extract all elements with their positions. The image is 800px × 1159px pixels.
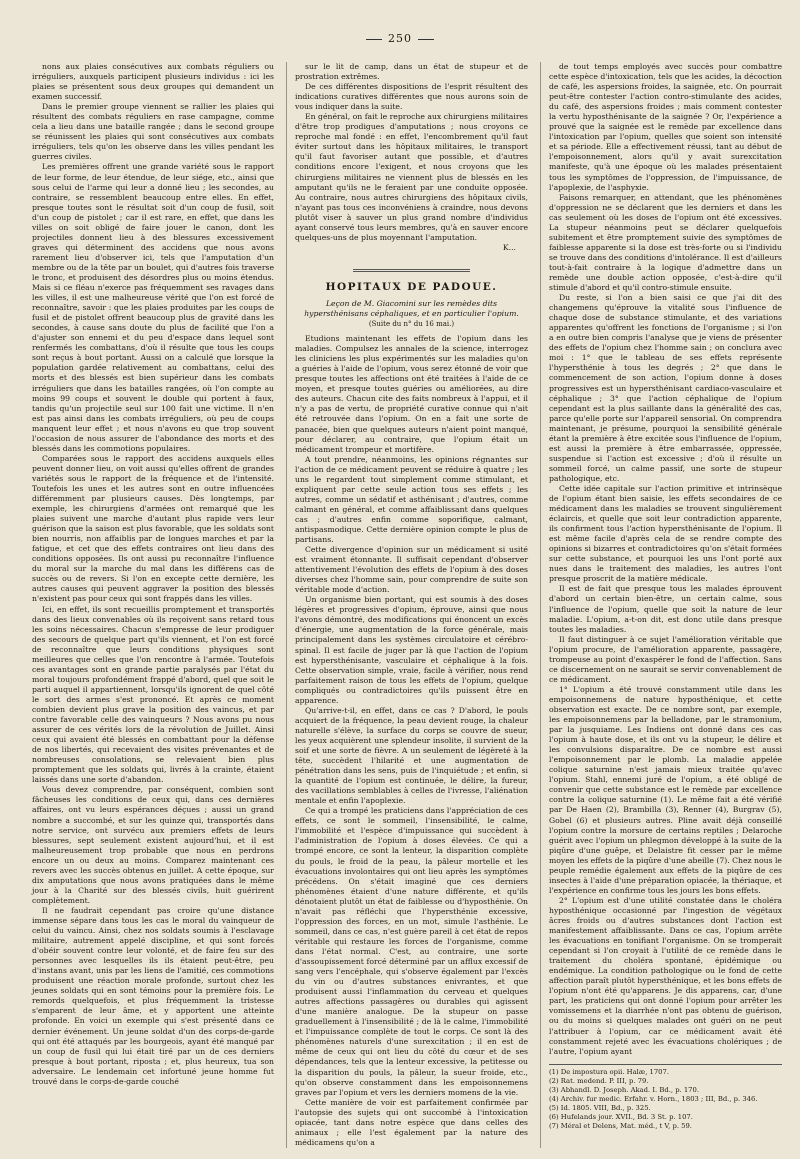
signature: K... <box>502 242 516 252</box>
footnote: (5) Id. 1805. VIII, Bd., p. 325. <box>549 1103 651 1112</box>
column-1 <box>32 62 274 1148</box>
paragraph: Dans le premier groupe viennent se rallier les plaies qui résultent des combats réguliers en rase campagne, comme cela a lieu dans une bataille rangée ; dans le second groupe se réunissent les plaies qui sont consécutives aux combats irréguliers, tels qu'on les observe dans les villes pendant les guerres civiles. <box>32 102 274 162</box>
paragraph: nons aux plaies consécutives aux combats réguliers ou irréguliers, auxquels participent plusieurs individus : ici les plaies se présentent sous deux groupes qui demandent un examen successif. <box>32 62 274 102</box>
paragraph: A tout prendre, néanmoins, les opinions régnantes sur l'action de ce médicament peuvent se réduire à quatre ; les uns le regardent tout simplement comme stimulant, et expliquent par cette seule action tous ses effets ; les autres, comme un sédatif et asthénisant ; d'autres, comme calmant en général, et comme affaiblissant dans quelques cas ; d'autres enfin comme soporifique, calmant, antispasmodique. Cette dernière opinion compte le plus de partisans. <box>295 454 528 545</box>
paragraph: Comparées sous le rapport des accidens auxquels elles peuvent donner lieu, on voit aussi qu'elles offrent de grandes variétés sous le rapport de la fréquence et de l'intensité. Toutefois les unes et les autres sont en outre influencées différemment par plusieurs causes. Dès longtemps, par exemple, les chirurgiens d'armées ont remarqué que les plaies suivent une marche d'autant plus rapide vers leur guérison que la saison est plus favorable, que les soldats sont bien nourris, non affaiblis par de longues marches et par la fatigue, et cet que des effets contraires ont lieu dans des conditions opposées. Ils ont aussi pu reconnaître l'influence du moral sur la marche du mal dans les différens cas de succès ou de revers. Si l'on en excepte cette dernière, les autres causes qui peuvent aggraver la position des blessés n'existent pas pour ceux qui sont frappés dans les villes. <box>32 453 274 604</box>
paragraph: En général, on fait le reproche aux chirurgiens militaires d'être trop prodigues d'amputations ; nous croyons ce reproche mal fondé : en effet, l'encombrement qu'il faut éviter surtout dans les hôpitaux militaires, le transport qu'il faut favoriser autant que possible, et d'autres conditions encore l'exigent, et nous croyons que les chirurgiens militaires ne viennent plus de blessés en les amputant qu'ils ne le feraient par une conduite opposée. Au contraire, nous autres chirurgiens des hôpitaux civils, n'ayant pas tous ces inconvéniens à craindre, nous devons plutôt viser à sauver un plus grand nombre d'individus ayant conservé tous leurs membres, qu'à en sauver encore quelques-uns de plus moyennant l'amputation. <box>295 112 528 242</box>
paragraph: 2° L'opium est d'une utilité constatée dans le choléra hyposthénique occasionné par l'ingestion de végétaux âcres froids ou d'autres substances dont l'action est manifestement affaiblissante. Dans ce cas, l'opium arrête les évacuations en tonifiant l'organisme. On se tromperait cependant si l'on croyait à l'utilité de ce remède dans le traitement du choléra spontané, épidémique ou endémique. La condition pathologique ou le fond de cette affection paraît plutôt hypersthénique, et les bons effets de l'opium n'ont été qu'apparens. Je dis apparens, car, d'une part, les praticiens qui ont donné l'opium pour arrêter les vomissemens et la diarrhée n'ont pas obtenu de guérison, ou du moins si quelques malades ont guéri on ne peut l'attribuer à l'opium, car ce médicament avait été constamment rejeté avec les évacuations cholériques ; de l'autre, l'opium ayant <box>549 895 782 1056</box>
paragraph: Vous devez comprendre, par conséquent, combien sont fâcheuses les conditions de ceux qui, dans ces dernières affaires, ont vu leurs espérances déçues ; aussi un grand nombre a succombé, et sur les quinze qui, transportés dans notre service, ont survécu aux premiers effets de leurs blessures, sept seulement existent aujourd'hui, et il est malheureusement trop probable que nous en perdrons encore un ou deux au moins. Comparez maintenant ces revers avec les succès obtenus en juillet. A cette époque, sur dix amputations que nous avons pratiquées dans le même jour à la Charité sur des blessés civils, huit guérirent complètement. <box>32 785 274 905</box>
paragraph: sur le lit de camp, dans un état de stupeur et de prostration extrêmes. <box>295 62 528 82</box>
paragraph: 1° L'opium a été trouvé constamment utile dans les empoisonnemens de nature hyposthénique, et cette observation est exacte. De ce nombre sont, par exemple, les empoisonnemens par la belladone, par le stramonium, par la jusquiame. Les Indiens ont donné dans ces cas l'opium à haute dose, et ils ont vu la stupeur, le délire et les convulsions disparaître. De ce nombre est aussi l'empoisonnement par le plomb. La maladie appelée colique saturnine n'est jamais mieux traitée qu'avec l'opium. Stahl, ennemi juré de l'opium, a été obligé de convenir que cette substance est le remède par excellence contre la colique saturnine (1). Le même fait a été vérifié par De Haen (2), Brambilla (3), Renner (4), Burgrav (5), Gobel (6) et plusieurs autres. Pline avait déjà conseillé l'opium contre la morsure de certains reptiles ; Delaroche guérit avec l'opium un phlegmon développé à la suite de la piqûre d'une guêpe, et Delaistre fit cesser par le même moyen les effets de la piqûre d'une abeille (7). Chez nous le peuple remédie également aux effets de la piqûre de ces insectes à l'aide d'une préparation opiacée, la thériaque, et l'expérience en confirme tous les jours les bons effets. <box>549 684 782 895</box>
column-2 <box>286 62 528 1148</box>
paragraph: Il ne faudrait cependant pas croire qu'une distance immense sépare dans tous les cas le moral du vainqueur de celui du vaincu. Ainsi, chez nos soldats soumis à l'esclavage militaire, autrement appelé discipline, et qui sont forcés d'obéir souvent contre leur volonté, et de faire feu sur des personnes avec lesquelles ils ils étaient peut-être, peu d'instans avant, unis par les liens de l'amitié, ces commotions produisent une réaction morale profonde, surtout chez les jeunes soldats qui en sont témoins pour la première fois. Le remords quelquefois, et plus fréquemment la tristesse s'emparent de leur âme, et y apportent une atteinte profonde. En voici un exemple qui s'est présenté dans ce dernier événement. Un jeune soldat d'un des corps-de-garde qui ont été attaqués par les bourgeois, ayant été manqué par un coup de fusil qui lui était tiré par un de ces derniers presque à bout portant, riposta ; et, plus heureux, tua son adversaire. Le lendemain cet infortuné jeune homme fut trouvé dans le corps-de-garde couché <box>32 905 274 1086</box>
paragraph: Du reste, si l'on a bien saisi ce que j'ai dit des changemens qu'éprouve la vitalité sous l'influence de chaque dose de substance stimulante, et des variations apparentes qu'offrent les fonctions de l'organisme ; si l'on a en outre bien compris l'analyse que je viens de présenter des effets de l'opium chez l'homme sain ; on conclura avec moi : 1° que le tableau de ses effets représente l'hypersthénie à tous les degrés ; 2° que dans le commencement de son action, l'opium donne à doses progressives est un hypersthénisant cardiaco-vasculaire et céphalique ; 3° que l'action céphalique de l'opium cependant est la plus saillante dans la généralité des cas, parce qu'elle porte sur l'appareil sensorial. On comprendra maintenant, je présume, pourquoi la sensibilité générale étant la première à être excitée sous l'influence de l'opium, est aussi la première à être embarrassée, oppressée, suspendue si l'action est excessive ; d'où il résulte un sommeil forcé, un calme passif, une sorte de stupeur pathologique, etc. <box>549 293 782 483</box>
section-divider <box>353 269 470 272</box>
continuation-note: (Suite du n° du 16 mai.) <box>368 320 455 329</box>
footnotes <box>549 1064 782 1131</box>
footnote: (2) Rat. medend. P. III, p. 79. <box>549 1076 649 1085</box>
footnote: (3) Abhandl. D. Joseph. Akad. I. Bd., p. 170. <box>549 1085 699 1094</box>
paragraph: de tout temps employés avec succès pour combattre cette espèce d'intoxication, tels que les acides, la décoction de café, les aspersions froides, la saignée, etc. On pourrait peut-être contester l'action contro-stimulante des acides, du café, des aspersions froides ; mais comment contester la vertu hyposthénisante de la saignée ? Or, l'expérience a prouvé que la saignée est le remède par excellence dans l'intoxication par l'opium, quelles que soient son intensité et sa période. Elle a effectivement réussi, tant au début de l'empoisonnement, alors qu'il y avait surexcitation manifeste, qu'à une époque où les malades présentaient tous les symptômes de l'oppression, de l'impuissance, de l'apoplexie, de l'asphyxie. <box>549 62 782 192</box>
page-number: 250 <box>0 32 800 45</box>
paragraph: Les premières offrent une grande variété sous le rapport de leur forme, de leur étendue, de leur siége, etc., ainsi que sous celui de l'arme qui leur a donné lieu ; les secondes, au contraire, se ressemblent beaucoup entre elles. En effet, presque toutes sont le résultat soit d'un coup de fusil, soit d'un coup de pistolet ; car il est rare, en effet, que dans les villes on soit obligé de faire jouer le canon, dont les projectiles donnent lieu à des blessures excessivement graves qui déterminent des accidens que nous avons rarement lieu d'observer ici, tels que l'amputation d'un membre ou de la tête par un boulet, qui d'autres fois traverse le tronc, et produisent des désordres plus ou moins étendus. Mais si ce fléau n'exerce pas fréquemment ses ravages dans les villes, il est une malheureuse vérité que l'on est forcé de reconnaître, savoir : que les plaies produites par les coups de fusil et de pistolet offrent beaucoup plus de gravité dans les secondes, à cause sans doute du plus de facilité que l'on a d'ajuster son ennemi et du peu d'espace dans lequel sont renfermés les combattans, d'où il résulte que tous les coups sont reçus à bout portant. Aussi on a calculé que lorsque la population gardée relativement au combattans, celui des morts et des blessés est bien supérieur dans les combats irréguliers que dans les batailles rangées, où l'on compte au moins 99 coups et souvent le double qui portent à faux, tandis qu'un projectile seul sur 100 fait une victime. Il n'en est pas ainsi dans les combats irréguliers, où peu de coups manquent leur effet ; et nous n'avons eu que trop souvent l'occasion de nous assurer de l'abondance des morts et des blessés dans les commotions populaires. <box>32 162 274 453</box>
footnote: (7) Méral et Delens, Mat. méd., t V, p. 59. <box>549 1121 692 1130</box>
section-title: HOPITAUX DE PADOUE. <box>325 280 498 293</box>
paragraph: Ici, en effet, ils sont recueillis promptement et transportés dans des lieux convenables où ils reçoivent sans retard tous les soins nécessaires. Chacun s'empresse de leur prodiguer des secours de quelque part qu'ils viennent, et l'on est forcé de reconnaître que leurs conditions physiques sont meilleures que celles que l'on rencontre à l'armée. Toutefois ces avantages sont en grande partie paralysés par l'état du moral toujours profondément frappé d'abord, quel que soit le parti auquel il appartiennent, lorsqu'ils ignorent de quel côté le sort des armes s'est prononcé. Et après ce moment combien devient plus grave la position des vaincus, et par contre favorable celle des vainqueurs ? Nous avons pu nous assurer de ces vérités lors de la révolution de Juillet. Ainsi ceux qui avaient été blessés en combattant pour la défense de nos libertés, qui recevaient des visites prévenantes et de nombreuses consolations, se relevaient bien plus promptement que les soldats qui, livrés à la crainte, étaient laissés dans une sorte d'abandon. <box>32 604 274 785</box>
lecture-title: Leçon de M. Giacomini sur les remèdes dits hypersthénisans céphaliques, et en particulier l'opium. <box>304 298 519 318</box>
paragraph: Qu'arrive-t-il, en effet, dans ce cas ? D'abord, le pouls acquiert de la fréquence, la peau devient rouge, la chaleur naturelle s'élève, la surface du corps se couvre de sueur, les yeux acquièrent une splendeur insolite, il survient de la soif et une sorte de fièvre. A un seulement de légèreté à la tête, succèdent l'hilarité et une augmentation de pénétration dans les sens, puis de l'inquiétude ; et enfin, si la quantité de l'opium est continuée, le délire, la fureur, des vacillations semblables à celles de l'ivresse, l'aliénation mentale et enfin l'apoplexie. <box>295 705 528 806</box>
paragraph: De ces différentes dispositions de l'esprit résultent des indications curatives différentes que nous aurons soin de vous indiquer dans la suite. <box>295 82 528 112</box>
paragraph: Cette manière de voir est parfaitement confirmée par l'autopsie des sujets qui ont succombé à l'intoxication opiacée, tant dans notre espèce que dans celles des animaux ; elle l'est également par la nature des médicamens qu'on a <box>295 1097 528 1147</box>
footnote: (6) Hufelands jour. XVII., Bd. 3 St. p. 107. <box>549 1112 693 1121</box>
columns <box>32 62 782 1147</box>
paragraph: Il est de fait que presque tous les malades éprouvent d'abord un certain bien-être, un certain calme, sous l'influence de l'opium, quelle que soit la nature de leur maladie. L'opium, a-t-on dit, est donc utile dans presque toutes les maladies. <box>549 584 782 634</box>
paragraph: Etudions maintenant les effets de l'opium dans les maladies. Compulsez les annales de la science, interrogez les cliniciens les plus expérimentés sur les maladies qu'on a guéries à l'aide de l'opium, vous serez étonné de voir que presque toutes les affections ont été traitées à l'aide de ce moyen, et presque toutes guéries ou améliorées, au dire des auteurs. Chacun cite des faits nombreux à l'appui, et il n'y a pas de vertu, de propriété curative connue qui n'ait été retrouvée dans l'opium. On en a fait une sorte de panacée, bien que quelques auteurs n'aient point manqué, pour déclarer, au contraire, que l'opium était un médicament trompeur et mortifère. <box>295 334 528 454</box>
paragraph: Faisons remarquer, en attendant, que les phénomènes d'oppression ne se déclarent que les derniers et dans les cas seulement où les doses de l'opium ont été excessives. La stupeur néanmoins peut se déclarer quelquefois subitement et être promptement suivie des symptômes de faiblesse apparente si la dose est très-forte ou si l'individu se trouve dans des conditions d'intolérance. Il est d'ailleurs tout-à-fait contraire à la logique d'admettre dans un remède une double action opposée, c'est-à-dire qu'il stimule d'abord et qu'il contro-stimule ensuite. <box>549 192 782 293</box>
paragraph: Cette idée capitale sur l'action primitive et intrinsèque de l'opium étant bien saisie, les effets secondaires de ce médicament dans les maladies se trouvent singulièrement éclaircis, et quelle que soit leur contradiction apparente, ils confirment tous l'action hypersthénisante de l'opium. Il est même facile d'après cela de se rendre compte des opinions si bizarres et contradictoires qu'on s'était formées sur cette substance, et pourquoi les uns l'ont porté aux nues dans le traitement des maladies, les autres l'ont presque proscrit de la matière médicale. <box>549 483 782 584</box>
column-3 <box>540 62 782 1148</box>
footnote: (1) De impostura opii. Halæ, 1707. <box>549 1067 669 1076</box>
paragraph: Cette divergence d'opinion sur un médicament si usité est vraiment étonnante. Il suffisait cependant d'observer attentivement l'évolution des effets de l'opium à des doses diverses chez l'homme sain, pour comprendre de suite son véritable mode d'action. <box>295 545 528 595</box>
paragraph: Un organisme bien portant, qui est soumis à des doses légères et progressives d'opium, éprouve, ainsi que nous l'avons démontré, des modifications qui énoncent un excès d'énergie, une augmentation de la force générale, mais principalement dans les systèmes circulatoire et cérébro-spinal. Il est facile de juger par là que l'action de l'opium est hypersthénisante, vasculaire et céphalique à la fois. Cette observation simple, vraie, facile à vérifier, nous rend parfaitement raison de tous les effets de l'opium, quelque compliqués ou contradictoires qu'ils puissent être en apparence. <box>295 595 528 705</box>
footnote: (4) Archiv. fur medic. Erfahr. v. Horn., 1803 ; III, Bd., p. 346. <box>549 1094 758 1103</box>
paragraph: Ce qui a trompé les praticiens dans l'appréciation de ces effets, ce sont le sommeil, l'insensibilité, le calme, l'immobilité et l'espèce d'impuissance qui succèdent à l'administration de l'opium à doses élevées. Ce qui a trompé encore, ce sont la lenteur, la disparition complète du pouls, le froid de la peau, la pâleur mortelle et les évacuations involontaires qui ont lieu après les symptômes précédens. On s'était imaginé que ces derniers phénomènes étaient d'une nature différente, et qu'ils dénotaient plutôt un état de faiblesse ou d'hyposthénie. On n'avait pas réfléchi que l'hypersthénie excessive, l'oppression des forces, en un mot, simule l'asthénie. Le sommeil, dans ce cas, n'est guère pareil à cet état de repos véritable qui restaure les forces de l'organisme, comme dans l'état normal. C'est, au contraire, une sorte d'assoupissement forcé déterminé par un afflux excessif de sang vers l'encéphale, qui s'observe également par l'excès du vin ou d'autres substances enivrantes, et que produisent aussi l'inflammation du cerveau et quelques autres affections passagères ou durables qui agissent d'une manière analogue. De la stupeur on passe graduellement à l'insensibilité ; de là le calme, l'immobilité et l'impuissance complète de tout le corps. Ce sont là des phénomènes naturels d'une surexcitation ; il en est de même de ceux qui ont lieu du côté du cœur et de ses dépendances, tels que la lenteur excessive, la petitesse ou la disparition du pouls, la pâleur, la sueur froide, etc., qu'on observe constamment dans les empoisonnemens graves par l'opium et vers les derniers momens de la vie. <box>295 806 528 1097</box>
paragraph: Il faut distinguer à ce sujet l'amélioration véritable que l'opium procure, de l'amélioration apparente, passagère, trompeuse au point d'exaspérer le fond de l'affection. Sans ce discernement on ne saurait se servir convenablement de ce médicament. <box>549 634 782 684</box>
